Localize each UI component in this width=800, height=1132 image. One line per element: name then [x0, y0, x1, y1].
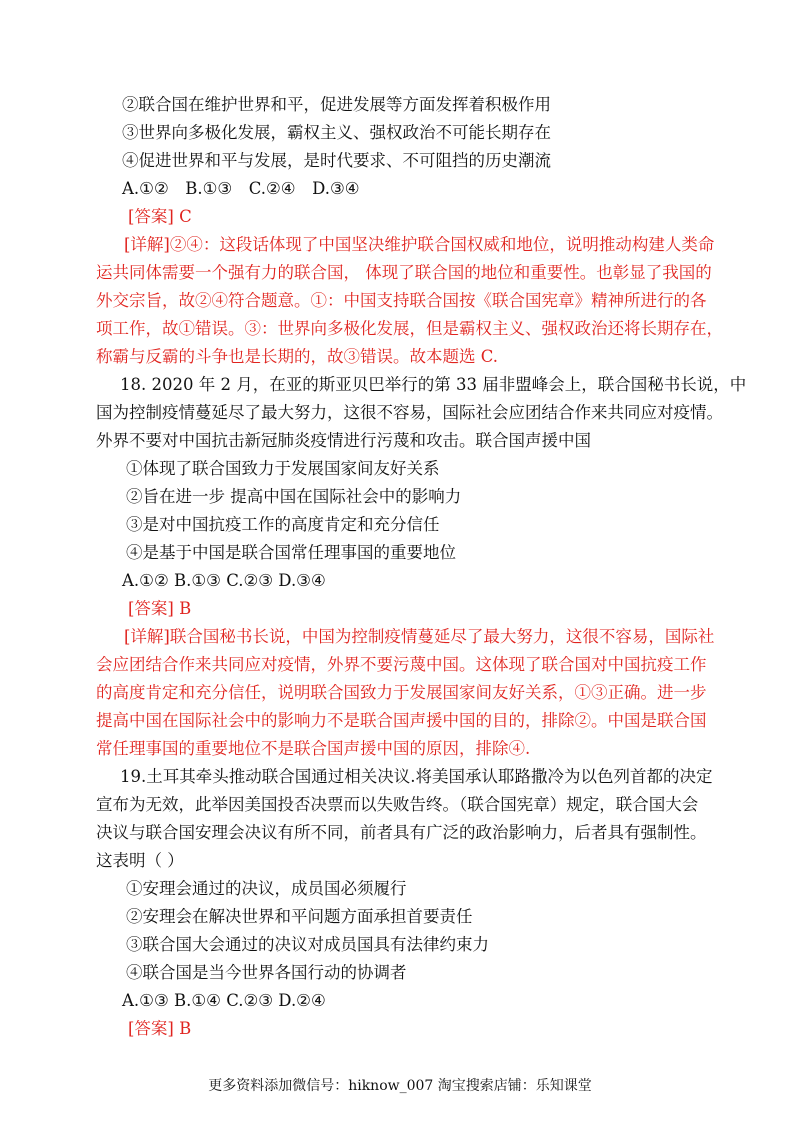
q18-explain-line: 常任理事国的重要地位不是联合国声援中国的原因，排除④. — [96, 739, 531, 758]
q17-option-4: ④促进世界和平与发展，是时代要求、不可阻挡的历史潮流 — [122, 151, 551, 170]
q19-option-4: ④联合国是当今世界各国行动的协调者 — [126, 963, 407, 982]
q18-stem-line: 外界不要对中国抗击新冠肺炎疫情进行污蔑和攻击。联合国声援中国 — [96, 431, 591, 450]
q18-option-3: ③是对中国抗疫工作的高度肯定和充分信任 — [126, 515, 440, 534]
q19-stem-line: 19.土耳其牵头推动联合国通过相关决议.将美国承认耶路撒冷为以色列首都的决定 — [120, 767, 713, 786]
q18-explain-line: 的高度肯定和充分信任，说明联合国致力于发展国家间友好关系，①③正确。进一步 — [96, 683, 707, 702]
q18-explain-line: 会应团结合作来共同应对疫情，外界不要污蔑中国。这体现了联合国对中国抗疫工作 — [96, 655, 707, 674]
q18-explain-line: 提高中国在国际社会中的影响力不是联合国声援中国的目的，排除②。中国是联合国 — [96, 711, 707, 730]
q18-option-4: ④是基于中国是联合国常任理事国的重要地位 — [126, 543, 456, 562]
q19-stem-line: 这表明（ ） — [96, 851, 184, 870]
q17-explain-line: 项工作，故①错误。③：世界向多极化发展，但是霸权主义、强权政治还将长期存在， — [96, 319, 723, 338]
q18-stem-line: 18. 2020 年 2 月，在亚的斯亚贝巴举行的第 33 届非盟峰会上，联合国秘书长说，中 — [120, 375, 747, 394]
q19-option-3: ③联合国大会通过的决议对成员国具有法律约束力 — [126, 935, 489, 954]
q17-explain-line: 称霸与反霸的斗争也是长期的，故③错误。故本题选 C. — [96, 347, 499, 366]
q17-explain-line: 运共同体需要一个强有力的联合国， 体现了联合国的地位和重要性。也彰显了我国的 — [96, 263, 712, 282]
q18-option-2: ②旨在进一步 提高中国在国际社会中的影响力 — [126, 487, 462, 506]
page-footer: 更多资料添加微信号：hiknow_007 淘宝搜索店铺：乐知课堂 — [208, 1078, 592, 1094]
q17-option-3: ③世界向多极化发展，霸权主义、强权政治不可能长期存在 — [122, 123, 551, 142]
q18-option-1: ①体现了联合国致力于发展国家间友好关系 — [126, 459, 440, 478]
q17-option-2: ②联合国在维护世界和平，促进发展等方面发挥着积极作用 — [122, 95, 551, 114]
q17-answer: [答案] C — [128, 207, 192, 226]
q17-explain-line: 外交宗旨，故②④符合题意。①：中国支持联合国按《联合国宪章》精神所进行的各 — [96, 291, 707, 310]
q18-choices: A.①② B.①③ C.②③ D.③④ — [122, 571, 326, 590]
q19-stem-line: 宣布为无效，此举因美国投否决票而以失败告终。（联合国宪章）规定，联合国大会 — [96, 795, 699, 814]
q17-choices: A.①② B.①③ C.②④ D.③④ — [122, 179, 360, 198]
q18-explain-line: [详解]联合国秘书长说，中国为控制疫情蔓延尽了最大努力，这很不容易，国际社 — [124, 627, 715, 646]
q19-answer: [答案] B — [128, 1019, 192, 1038]
q19-stem-line: 决议与联合国安理会决议有所不同，前者具有广泛的政治影响力，后者具有强制性。 — [96, 823, 707, 842]
q18-answer: [答案] B — [128, 599, 192, 618]
q18-stem-line: 国为控制疫情蔓延尽了最大努力，这很不容易，国际社会应团结合作来共同应对疫情。 — [96, 403, 723, 422]
q19-option-1: ①安理会通过的决议，成员国必须履行 — [126, 879, 407, 898]
q19-option-2: ②安理会在解决世界和平问题方面承担首要责任 — [126, 907, 473, 926]
q17-explain-line: [详解]②④：这段话体现了中国坚决维护联合国权威和地位，说明推动构建人类命 — [124, 235, 715, 254]
q19-choices: A.①③ B.①④ C.②③ D.②④ — [122, 991, 326, 1010]
